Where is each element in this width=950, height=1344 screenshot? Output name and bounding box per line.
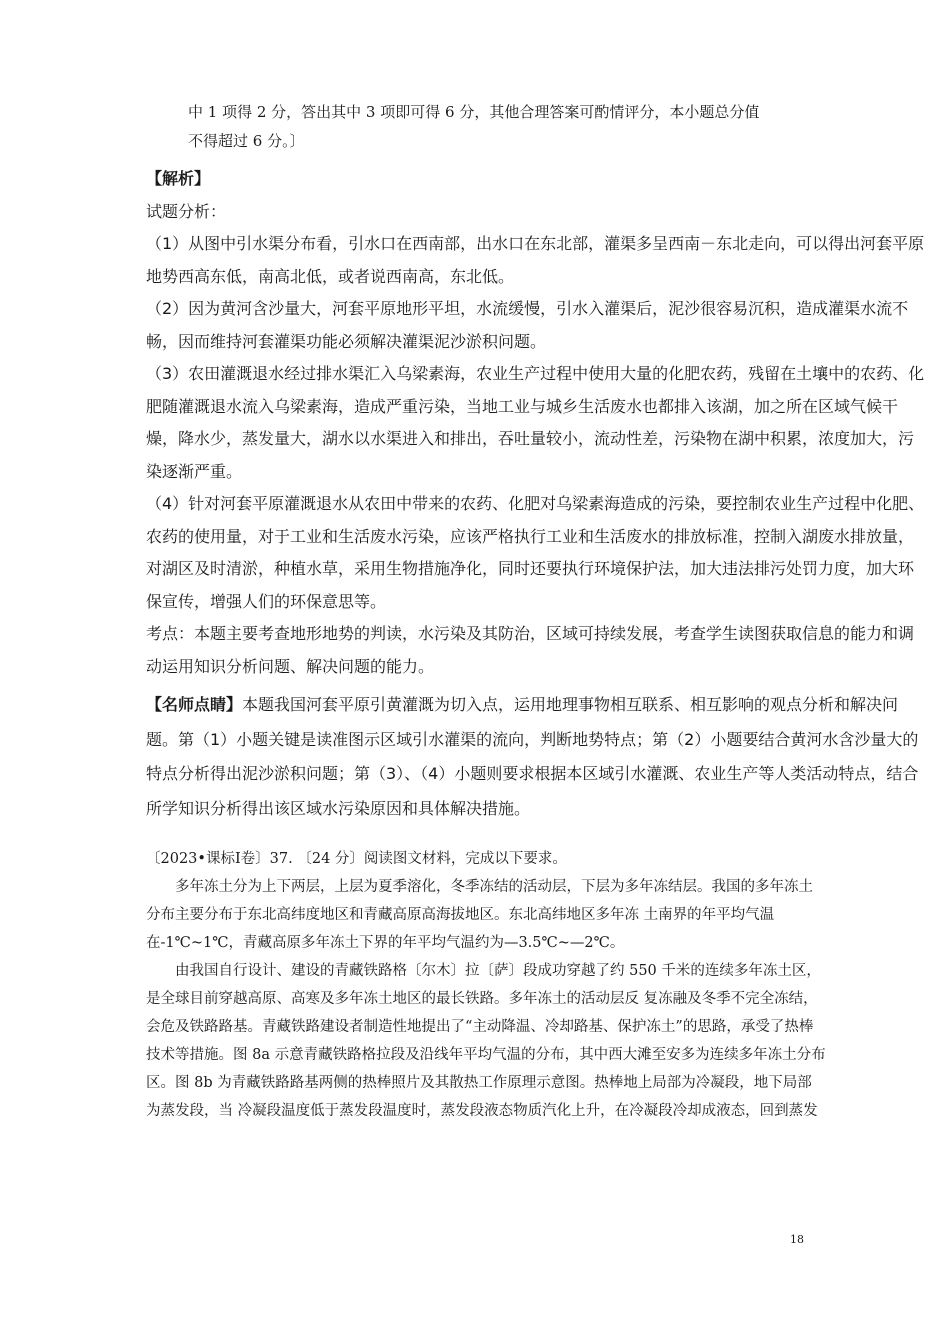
question-section: [146, 845, 826, 1125]
teacher-tip-text: 本题我国河套平原引黄灌溉为切入点，运用地理事物相互联系、相互影响的观点分析和解决问题。第（1）小题关键是读准图示区域引水灌渠的流向，判断地势特点；第（2）小题要结合黄河水含沙量大的特点分析得出泥沙淤积问题；第（3）、（4）小题则要求根据本区域引水灌溉、农业生产等人类活动特点，结合所学知识分析得出该区域水污染原因和具体解决措施。: [146, 695, 919, 818]
analysis-heading: 【解析】: [146, 169, 211, 188]
analysis-item-2: （2）因为黄河含沙量大，河套平原地形平坦，水流缓慢，引水入灌渠后，泥沙很容易沉积，造成灌渠水流不畅，因而维持河套灌渠功能必须解决灌渠泥沙淤积问题。: [146, 299, 909, 351]
question-paragraph-1: 多年冻土分为上下两层，上层为夏季溶化，冬季冻结的活动层，下层为多年冻结层。我国的多年冻土分布主要分布于东北高纬度地区和青藏高原高海拔地区。东北高纬地区多年冻 土南界的年平均气温在-1℃~1℃，青藏高原多年冻土下界的年平均气温约为—3.5℃~—2℃。: [146, 879, 813, 951]
analysis-item-3: （3）农田灌溉退水经过排水渠汇入乌梁素海，农业生产过程中使用大量的化肥农药，残留在土壤中的农药、化肥随灌溉退水流入乌梁素海，造成严重污染，当地工业与城乡生活废水也都排入该湖，加之所在区域气候干燥，降水少，蒸发量大，湖水以水渠进入和排出，吞吐量较小，流动性差，污染物在湖中积累，浓度加大，污染逐渐严重。: [146, 364, 925, 481]
teacher-tip-label: 【名师点睛】: [146, 695, 243, 714]
scoring-note-line-1: 中 1 项得 2 分，答出其中 3 项即可得 6 分，其他合理答案可酌情评分，本小题总分值: [188, 103, 760, 121]
scoring-note: [188, 98, 828, 156]
page-number: 18: [790, 1233, 804, 1246]
analysis-item-1: （1）从图中引水渠分布看，引水口在西南部，出水口在东北部，灌渠多呈西南－东北走向，可以得出河套平原地势西高东低，南高北低，或者说西南高，东北低。: [146, 234, 925, 286]
scoring-note-line-2: 不得超过 6 分。〕: [188, 132, 305, 150]
question-paragraph-2: 由我国自行设计、建设的青藏铁路格〔尔木〕拉〔萨〕段成功穿越了约 550 千米的连续多年冻土区，是全球目前穿越高原、高寒及多年冻土地区的最长铁路。多年冻土的活动层反 复冻融及冬季不完全冻结，会危及铁路路基。青藏铁路建设者制造性地提出了“主动降温、冷却路基、保护冻土”的思路，承受了热棒技术等措施。图 8a 示意青藏铁路格拉段及沿线年平均气温的分布，其中西大滩至安多为连续多年冻土分布区。图 8b 为青藏铁路路基两侧的热棒照片及其散热工作原理示意图。热棒地上局部为冷凝段，地下局部为蒸发段，当 冷凝段温度低于蒸发段温度时，蒸发段液态物质汽化上升，在冷凝段冷却成液态，回到蒸发: [146, 963, 826, 1119]
analysis-item-4: （4）针对河套平原灌溉退水从农田中带来的农药、化肥对乌梁素海造成的污染，要控制农业生产过程中化肥、农药的使用量，对于工业和生活废水污染，应该严格执行工业和生活废水的排放标准，控制入湖废水排放量，对湖区及时清淤，种植水草，采用生物措施净化，同时还要执行环境保护法，加大违法排污处罚力度，加大环保宣传，增强人们的环保意思等。: [146, 494, 925, 611]
analysis-subheading: 试题分析：: [146, 201, 227, 221]
teacher-tip: [146, 688, 926, 826]
kaodian-paragraph: 考点：本题主要考查地形地势的判读，水污染及其防治，区域可持续发展，考查学生读图获取信息的能力和调动运用知识分析问题、解决问题的能力。: [146, 624, 915, 676]
question-header: 〔2023•课标Ⅰ卷〕37. 〔24 分〕阅读图文材料，完成以下要求。: [146, 851, 567, 867]
analysis-section: [146, 163, 926, 683]
